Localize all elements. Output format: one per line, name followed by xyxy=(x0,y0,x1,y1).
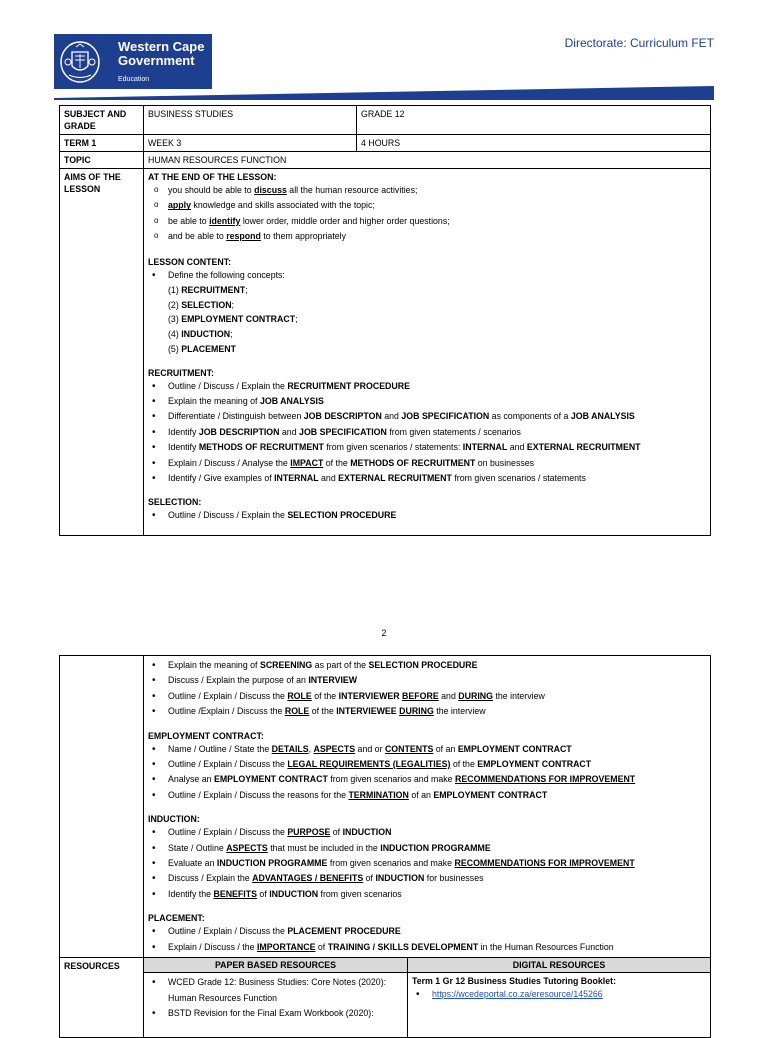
concepts-list xyxy=(148,283,706,357)
selection-first-list xyxy=(148,508,706,523)
emphasis-text: EMPLOYMENT CONTRACT xyxy=(477,759,592,770)
emphasis-text: JOB DESCRIPTION xyxy=(198,426,280,437)
recruitment-item xyxy=(148,456,706,471)
concept-item xyxy=(148,312,706,327)
employment-item xyxy=(148,772,706,787)
plain-text: and xyxy=(438,690,459,701)
plain-text: Outline / Explain / Discuss the xyxy=(168,759,288,770)
emphasis-text: JOB ANALYSIS xyxy=(259,395,324,406)
aims-item xyxy=(148,183,706,198)
emphasis-text: respond xyxy=(226,231,261,242)
induction-item xyxy=(148,841,706,856)
resources-label: RESOURCES xyxy=(60,958,144,1038)
plain-text: of the xyxy=(450,759,478,770)
empty-label-cell xyxy=(60,656,144,958)
plain-text: be able to xyxy=(168,215,210,226)
plain-text: Outline / Explain / Discuss the reasons for the xyxy=(168,789,349,800)
digital-resources-heading: DIGITAL RESOURCES xyxy=(408,958,711,973)
plain-text: Identify / Give examples of xyxy=(168,472,275,483)
paper-resources-list xyxy=(148,975,403,1021)
concept-item xyxy=(148,342,706,357)
plain-text: and be able to xyxy=(168,231,227,242)
recruitment-item xyxy=(148,409,706,424)
aims-content xyxy=(144,169,711,536)
selection-first-item xyxy=(148,508,706,523)
recruitment-item xyxy=(148,379,706,394)
plain-text: (3) xyxy=(168,314,182,325)
header-swoosh xyxy=(54,86,714,100)
lesson-plan-table xyxy=(59,105,711,536)
emphasis-text: INTERVIEWER xyxy=(338,690,400,701)
plain-text: of xyxy=(256,888,270,899)
emphasis-text: IMPACT xyxy=(290,457,324,468)
plain-text: of xyxy=(363,873,376,884)
plain-text: Identify the xyxy=(168,888,214,899)
plain-text: that must be included in the xyxy=(267,842,381,853)
emphasis-text: SCREENING xyxy=(259,660,313,670)
coat-of-arms-icon xyxy=(59,40,101,84)
employment-item xyxy=(148,757,706,772)
plain-text: all the human resource activities; xyxy=(286,185,418,195)
recruitment-item xyxy=(148,394,706,409)
emphasis-text: INDUCTION xyxy=(342,827,392,838)
page-number: 2 xyxy=(381,628,387,638)
emphasis-text: METHODS OF RECRUITMENT xyxy=(198,442,324,453)
emphasis-text: INDUCTION PROGRAMME xyxy=(380,842,491,853)
plain-text: ; xyxy=(231,299,234,310)
aims-item xyxy=(148,229,706,244)
plain-text: knowledge and skills associated with the topic; xyxy=(190,200,375,211)
logo-line3: Education xyxy=(118,76,150,83)
emphasis-text: IMPORTANCE xyxy=(256,941,316,952)
plain-text: , xyxy=(308,743,314,754)
aims-label: AIMS OF THE LESSON xyxy=(60,169,144,536)
plain-text: Explain / Discuss / Analyse the xyxy=(168,457,291,468)
term-label: TERM 1 xyxy=(60,135,144,152)
plain-text: of xyxy=(315,941,328,952)
plain-text: the interview xyxy=(493,690,545,701)
emphasis-text: METHODS OF RECRUITMENT xyxy=(350,457,476,468)
plain-text: Identify xyxy=(168,442,199,453)
emphasis-text: INDUCTION xyxy=(375,873,425,884)
emphasis-text: RECOMMENDATIONS FOR IMPROVEMENT xyxy=(455,774,636,785)
plain-text: you should be able to xyxy=(168,185,255,195)
plain-text: State / Outline xyxy=(168,842,227,853)
selection-heading: SELECTION: xyxy=(148,497,202,508)
plain-text: Outline / Explain / Discuss the xyxy=(168,827,288,838)
emphasis-text: ROLE xyxy=(287,690,312,701)
emphasis-text: JOB ANALYSIS xyxy=(570,411,635,422)
emphasis-text: EXTERNAL RECRUITMENT xyxy=(338,472,452,483)
emphasis-text: discuss xyxy=(254,185,287,195)
emphasis-text: ADVANTAGES / BENEFITS xyxy=(252,873,364,884)
emphasis-text: RECRUITMENT PROCEDURE xyxy=(287,380,410,391)
plain-text: as part of the xyxy=(312,660,369,670)
recruitment-item xyxy=(148,471,706,486)
plain-text: ; xyxy=(230,329,233,340)
aims-item xyxy=(148,214,706,229)
plain-text: Outline / Explain / Discuss the xyxy=(168,690,288,701)
plain-text: from given statements / scenarios xyxy=(386,426,521,437)
plain-text: and xyxy=(318,472,339,483)
placement-item xyxy=(148,924,706,939)
plain-text: Evaluate an xyxy=(168,858,217,869)
plain-text: on businesses xyxy=(475,457,535,468)
plain-text: (5) xyxy=(168,343,182,354)
emphasis-text: SELECTION PROCEDURE xyxy=(287,510,397,521)
recruitment-heading: RECRUITMENT: xyxy=(148,367,214,378)
logo-line2: Government xyxy=(118,53,195,68)
digital-resource-link[interactable]: https://wcedeportal.co.za/eresource/145266 xyxy=(432,989,603,1000)
emphasis-text: EMPLOYMENT CONTRACT xyxy=(433,789,548,800)
plain-text: of an xyxy=(433,743,458,754)
grade-value: GRADE 12 xyxy=(357,106,711,135)
emphasis-text: TRAINING / SKILLS DEVELOPMENT xyxy=(327,941,479,952)
emphasis-text: INTERNAL xyxy=(274,472,319,483)
emphasis-text: BEFORE xyxy=(402,690,439,701)
aims-heading: AT THE END OF THE LESSON: xyxy=(148,172,277,182)
paper-resource-item: • WCED Grade 12: Business Studies: Core Notes (2020): Human Resources Function xyxy=(148,975,403,1006)
define-intro: • Define the following concepts: xyxy=(148,268,706,283)
plain-text: (1) xyxy=(168,285,182,296)
plain-text: Explain the meaning of xyxy=(168,660,260,670)
emphasis-text: INTERVIEWEE xyxy=(336,706,397,717)
emphasis-text: EMPLOYMENT CONTRACT xyxy=(457,743,572,754)
plain-text: Outline / Discuss / Explain the xyxy=(168,380,288,391)
recruitment-list xyxy=(148,379,706,487)
plain-text: from given scenarios / statements xyxy=(451,472,586,483)
induction-item xyxy=(148,825,706,840)
concept-item xyxy=(148,327,706,342)
plain-text: Identify xyxy=(168,426,199,437)
emphasis-text: INTERNAL xyxy=(462,442,508,453)
subject-label: SUBJECT AND GRADE xyxy=(60,106,144,135)
induction-heading: INDUCTION: xyxy=(148,814,200,825)
selection-item xyxy=(148,673,706,688)
plain-text: Discuss / Explain the xyxy=(168,873,253,884)
week-value: WEEK 3 xyxy=(144,135,357,152)
induction-item xyxy=(148,887,706,902)
emphasis-text: INDUCTION xyxy=(269,888,319,899)
employment-item xyxy=(148,788,706,803)
induction-item xyxy=(148,856,706,871)
emphasis-text: DURING xyxy=(458,690,493,701)
emphasis-text: BENEFITS xyxy=(213,888,257,899)
hours-value: 4 HOURS xyxy=(357,135,711,152)
concept-term: INDUCTION xyxy=(181,329,231,340)
induction-item xyxy=(148,871,706,886)
logo-line1: Western Cape xyxy=(118,39,205,54)
plain-text: Discuss / Explain the purpose of an xyxy=(168,675,309,686)
plain-text: of xyxy=(330,827,343,838)
plain-text: of an xyxy=(408,789,434,800)
emphasis-text: INTERVIEW xyxy=(308,675,358,686)
plain-text: Differentiate / Distinguish between xyxy=(168,411,304,422)
digital-link-item xyxy=(412,987,706,1002)
emphasis-text: RECOMMENDATIONS FOR IMPROVEMENT xyxy=(454,858,635,869)
plain-text: and or xyxy=(355,743,385,754)
lesson-plan-table-continued xyxy=(59,655,711,1038)
concept-term: EMPLOYMENT CONTRACT xyxy=(181,314,296,325)
emphasis-text: ASPECTS xyxy=(226,842,268,853)
plain-text: of the xyxy=(323,457,351,468)
wcg-logo xyxy=(54,34,212,89)
plain-text: Analyse an xyxy=(168,774,214,785)
selection-list xyxy=(148,658,706,720)
emphasis-text: identify xyxy=(209,215,241,226)
emphasis-text: PLACEMENT PROCEDURE xyxy=(287,926,401,937)
topic-value: HUMAN RESOURCES FUNCTION xyxy=(144,152,711,169)
emphasis-text: ROLE xyxy=(284,706,310,717)
selection-item xyxy=(148,704,706,719)
aims-item xyxy=(148,198,706,213)
plain-text: of the xyxy=(311,690,339,701)
plain-text: Explain / Discuss / the xyxy=(168,941,257,952)
emphasis-text: JOB DESCRIPTON xyxy=(303,411,382,422)
aims-list xyxy=(148,183,706,245)
plain-text: for businesses xyxy=(424,873,484,884)
plain-text: to them appropriately xyxy=(260,231,347,242)
plain-text: from given scenarios xyxy=(318,888,402,899)
plain-text: Name / Outline / State the xyxy=(168,743,272,754)
plain-text: ; xyxy=(245,285,248,296)
plain-text: in the Human Resources Function xyxy=(478,941,614,952)
plain-text: Outline / Explain / Discuss the xyxy=(168,926,288,937)
plain-text: of the xyxy=(309,706,337,717)
emphasis-text: LEGAL REQUIREMENTS (LEGALITIES) xyxy=(287,759,451,770)
emphasis-text: PURPOSE xyxy=(287,827,331,838)
selection-item xyxy=(148,658,706,673)
digital-resources-cell xyxy=(408,973,711,1038)
emphasis-text: DURING xyxy=(399,706,434,717)
concept-item xyxy=(148,298,706,313)
concept-term: SELECTION xyxy=(181,299,232,310)
paper-resource-item: • BSTD Revision for the Final Exam Workbook (2020): xyxy=(148,1006,403,1021)
emphasis-text: ASPECTS xyxy=(313,743,356,754)
employment-heading: EMPLOYMENT CONTRACT: xyxy=(148,730,264,741)
emphasis-text: DETAILS xyxy=(271,743,309,754)
plain-text: and xyxy=(381,411,402,422)
emphasis-text: JOB SPECIFICATION xyxy=(401,411,490,422)
employment-list xyxy=(148,742,706,804)
plain-text: (4) xyxy=(168,329,182,340)
plain-text: from given scenarios and make xyxy=(327,858,455,869)
plain-text: and xyxy=(279,426,300,437)
paper-resources-heading: PAPER BASED RESOURCES xyxy=(144,958,408,973)
emphasis-text: EXTERNAL RECRUITMENT xyxy=(526,442,641,453)
selection-item xyxy=(148,689,706,704)
concept-item xyxy=(148,283,706,298)
emphasis-text: TERMINATION xyxy=(348,789,409,800)
placement-heading: PLACEMENT: xyxy=(148,913,205,924)
topic-label: TOPIC xyxy=(60,152,144,169)
placement-item xyxy=(148,940,706,955)
emphasis-text: CONTENTS xyxy=(384,743,434,754)
lesson-content-heading: LESSON CONTENT: xyxy=(148,256,232,267)
concept-term: RECRUITMENT xyxy=(181,285,246,296)
paper-resources-cell xyxy=(144,973,408,1038)
plain-text: and xyxy=(507,442,527,453)
plain-text: Explain the meaning of xyxy=(168,395,260,406)
plain-text: lower order, middle order and higher order questions; xyxy=(240,215,450,226)
plain-text: from given scenarios / statements: xyxy=(323,442,463,453)
plain-text: ; xyxy=(295,314,298,325)
recruitment-item xyxy=(148,425,706,440)
emphasis-text: JOB SPECIFICATION xyxy=(299,426,387,437)
induction-list xyxy=(148,825,706,902)
emphasis-text: INDUCTION PROGRAMME xyxy=(216,858,328,869)
employment-item xyxy=(148,742,706,757)
plain-text: as components of a xyxy=(489,411,571,422)
directorate-title: Directorate: Curriculum FET xyxy=(564,36,714,50)
recruitment-item xyxy=(148,440,706,455)
plain-text: from given scenarios and make xyxy=(327,774,455,785)
digital-title: Term 1 Gr 12 Business Studies Tutoring Booklet: xyxy=(412,976,616,987)
subject-value: BUSINESS STUDIES xyxy=(144,106,357,135)
emphasis-text: apply xyxy=(168,200,191,211)
concept-term: PLACEMENT xyxy=(181,343,236,354)
continued-content xyxy=(144,656,711,958)
plain-text: (2) xyxy=(168,299,182,310)
plain-text: Outline /Explain / Discuss the xyxy=(168,706,285,717)
emphasis-text: EMPLOYMENT CONTRACT xyxy=(213,774,328,785)
plain-text: Outline / Discuss / Explain the xyxy=(168,510,288,521)
placement-list xyxy=(148,924,706,955)
plain-text: the interview xyxy=(433,706,486,717)
emphasis-text: SELECTION PROCEDURE xyxy=(368,660,478,670)
